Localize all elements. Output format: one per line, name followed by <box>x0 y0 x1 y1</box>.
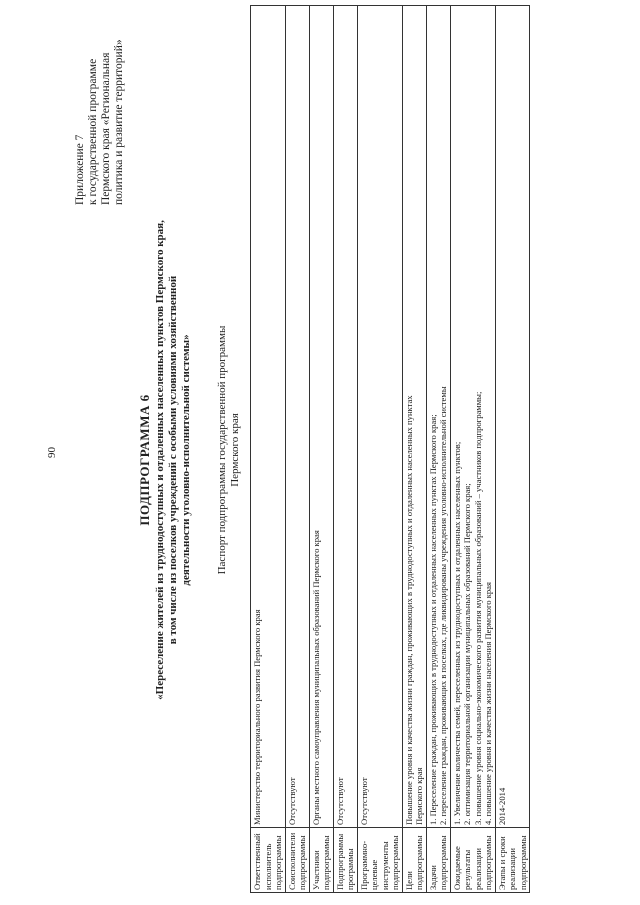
row-label-line: реализации <box>507 848 517 890</box>
row-label <box>333 828 357 893</box>
row-label-line: Соисполнители <box>286 832 297 890</box>
row-label-line: подпрограммы <box>297 835 307 890</box>
passport-table <box>250 5 530 893</box>
row-label <box>285 828 309 893</box>
row-label-line: Программно- <box>358 840 369 890</box>
row-label <box>402 828 426 893</box>
row-content-line: Отсутствуют <box>286 777 297 825</box>
row-label-line: подпрограммы <box>438 835 448 890</box>
row-label-line: подпрограммы <box>517 835 528 890</box>
row-label <box>426 828 450 893</box>
subprogram-name-line: «Переселение жителей из труднодоступных и отдаленных населенных пунктов Пермского края, <box>154 220 166 700</box>
table-row <box>285 6 309 893</box>
table-row <box>357 6 402 893</box>
row-label <box>309 828 333 893</box>
row-content <box>426 6 450 828</box>
row-content <box>285 6 309 828</box>
row-label-line: программы <box>345 848 355 890</box>
subprogram-heading <box>138 110 193 810</box>
row-content-line: 3. повышение уровня социально-экономического развития муниципальных образований – участников подпрограммы; <box>472 391 483 825</box>
row-content <box>495 6 530 828</box>
row-label-line: Цели <box>403 871 414 890</box>
table-row <box>402 6 426 893</box>
row-label-line: Ожидаемые <box>451 846 462 890</box>
row-label-line: реализации <box>472 848 483 890</box>
row-content-line: Пермского края <box>414 767 424 825</box>
row-content-line: Министерство территориального развития Пермского края <box>252 609 262 825</box>
row-content <box>251 6 286 828</box>
row-label-line: Задачи <box>427 865 438 890</box>
row-label <box>450 828 495 893</box>
row-label-line: целевые <box>369 859 379 890</box>
row-label-line: подпрограммы <box>273 835 283 890</box>
row-label-line: Ответственный <box>252 833 262 890</box>
table-row <box>309 6 333 893</box>
row-content-line: 1. Увеличение количества семей, переселенных из труднодоступных и отдаленных населенных пунктов; <box>451 441 462 825</box>
table-row <box>426 6 450 893</box>
row-content-line: Повышение уровня и качества жизни граждан, проживающих в труднодоступных и отдаленных населенных пунктах <box>403 395 414 825</box>
row-content-line: 2014-2014 <box>496 787 507 825</box>
row-content-line: 1. Переселение граждан, проживающих в труднодоступных и отдаленных населенных пунктах Пермского края; <box>427 414 438 825</box>
row-content-line: 2. переселение граждан, проживающих в поселках, где ликвидированы учреждения уголовно-исполнительной системы <box>438 386 448 825</box>
row-label-line: Участники <box>310 850 321 890</box>
row-content <box>357 6 402 828</box>
row-label-line: подпрограммы <box>321 835 331 890</box>
row-content-line: Отсутствуют <box>334 777 345 825</box>
row-label-line: Подпрограммы <box>334 833 345 890</box>
row-content <box>450 6 495 828</box>
row-label <box>251 828 286 893</box>
passport-title-line: Паспорт подпрограммы государственной программы <box>216 325 228 575</box>
row-content-line: Отсутствуют <box>358 777 369 825</box>
appendix-line: Пермского края «Региональная <box>100 52 112 205</box>
appendix-line: к государственной программе <box>87 58 99 205</box>
row-label-line: Этапы и сроки <box>496 836 507 890</box>
table-row <box>450 6 495 893</box>
appendix-line: Приложение 7 <box>74 134 86 205</box>
row-content <box>333 6 357 828</box>
passport-title-line: Пермского края <box>228 413 241 487</box>
table-row <box>495 6 530 893</box>
subprogram-name-line: в том числе из поселков учреждений с особыми условиями хозяйственной <box>167 275 179 645</box>
row-label <box>495 828 530 893</box>
row-content-line: Органы местного самоуправления муниципальных образований Пермского края <box>310 530 321 825</box>
row-content <box>309 6 333 828</box>
page-number: 90 <box>46 447 58 458</box>
row-content <box>402 6 426 828</box>
subprogram-title: ПОДПРОГРАММА 6 <box>137 394 152 526</box>
appendix-line: политика и развитие территорий» <box>113 39 125 205</box>
row-content-line: 4. повышение уровня и качества жизни населения Пермского края <box>483 582 493 825</box>
row-label-line: подпрограммы <box>414 835 424 890</box>
passport-title <box>216 290 241 610</box>
subprogram-name-line: деятельности уголовно-исполнительной системы» <box>180 334 192 586</box>
row-label-line: подпрограммы <box>483 835 493 890</box>
appendix-note <box>74 5 126 205</box>
row-label-line: исполнитель <box>262 843 273 890</box>
row-label-line: подпрограммы <box>390 835 400 890</box>
row-label <box>357 828 402 893</box>
row-content-line: 2. оптимизация территориальной организации муниципальных образований Пермского края; <box>462 483 472 825</box>
row-label-line: инструменты <box>379 841 390 890</box>
table-row <box>333 6 357 893</box>
table-row <box>251 6 286 893</box>
row-label-line: результаты <box>462 849 472 890</box>
